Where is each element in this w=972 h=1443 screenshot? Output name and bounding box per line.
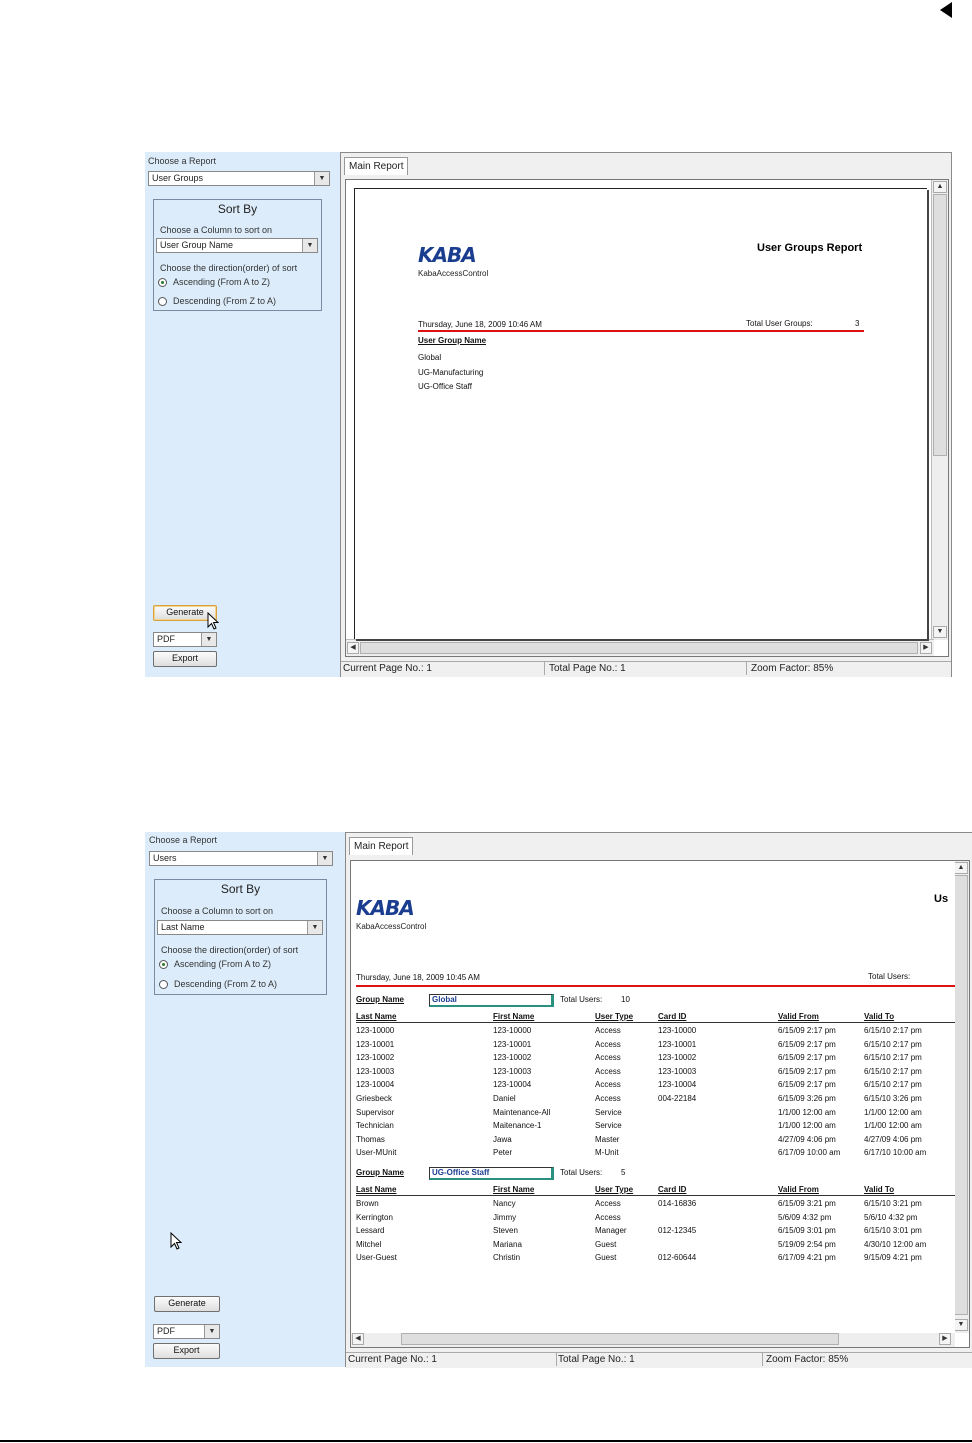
table-cell: 123-10001 — [493, 1039, 532, 1049]
total-page-status: Total Page No.: 1 — [549, 663, 626, 674]
total-page-status: Total Page No.: 1 — [558, 1354, 635, 1365]
horizontal-scroll-thumb[interactable] — [360, 642, 918, 654]
choose-report-label: Choose a Report — [149, 835, 218, 845]
table-row — [351, 1053, 955, 1067]
table-cell: Peter — [493, 1148, 513, 1158]
table-cell: Thomas — [356, 1134, 385, 1144]
table-row — [351, 1094, 955, 1108]
report-title: User Groups Report — [757, 242, 863, 254]
table-cell: Master — [595, 1134, 620, 1144]
vertical-scrollbar[interactable] — [931, 180, 948, 640]
report-select[interactable] — [148, 171, 330, 186]
table-cell: 6/17/09 4:21 pm — [778, 1253, 836, 1263]
report-page — [354, 188, 927, 639]
status-separator — [556, 1353, 557, 1366]
export-format-select[interactable] — [153, 1324, 220, 1339]
table-cell: 5/19/09 2:54 pm — [778, 1239, 836, 1249]
table-cell: 6/15/10 2:17 pm — [864, 1080, 922, 1090]
status-separator — [762, 1353, 763, 1366]
group-total-users-value: 5 — [621, 1168, 626, 1177]
column-header-rule — [356, 1195, 955, 1196]
total-users-label: Total Users: — [868, 972, 911, 981]
table-cell: 6/15/09 2:17 pm — [778, 1080, 836, 1090]
table-cell: Maitenance-1 — [493, 1121, 542, 1131]
report-page — [351, 861, 955, 1333]
column-header-user-group-name: User Group Name — [418, 336, 487, 345]
descending-label[interactable]: Descending (From Z to A) — [174, 979, 278, 989]
table-cell: 123-10004 — [356, 1080, 395, 1090]
table-cell: User-Guest — [356, 1253, 397, 1263]
report-options-panel — [145, 832, 346, 1367]
sort-column-select[interactable] — [156, 238, 318, 253]
table-cell: 6/15/10 2:17 pm — [864, 1026, 922, 1035]
table-cell: 123-10001 — [356, 1039, 395, 1049]
ascending-label[interactable]: Ascending (From A to Z) — [173, 277, 271, 287]
table-cell: Access — [595, 1212, 621, 1222]
table-cell: Mariana — [493, 1239, 522, 1249]
table-row — [351, 1199, 955, 1213]
sort-column-select[interactable] — [157, 920, 323, 935]
table-cell: Kerrington — [356, 1212, 393, 1222]
ascending-label[interactable]: Ascending (From A to Z) — [174, 959, 272, 969]
table-cell: Jawa — [493, 1134, 512, 1144]
table-cell: 6/15/10 2:17 pm — [864, 1053, 922, 1063]
report-select-value: Users — [153, 853, 177, 863]
table-row — [351, 1108, 955, 1122]
table-cell: 6/15/09 2:17 pm — [778, 1026, 836, 1035]
table-cell: Brown — [356, 1199, 379, 1208]
table-cell: Daniel — [493, 1094, 516, 1103]
table-cell: 123-10004 — [658, 1080, 697, 1090]
group-total-users-label: Total Users: — [560, 995, 603, 1004]
table-cell: 6/15/10 2:17 pm — [864, 1066, 922, 1076]
tab-main-report[interactable]: Main Report — [349, 837, 413, 855]
report-viewer — [340, 152, 952, 677]
sort-column-label: Choose a Column to sort on — [160, 225, 273, 235]
descending-radio[interactable] — [159, 980, 168, 989]
column-header: Valid To — [864, 1185, 895, 1194]
column-header: Valid From — [778, 1185, 819, 1194]
sort-column-label: Choose a Column to sort on — [161, 906, 274, 916]
table-cell: 6/15/09 2:17 pm — [778, 1066, 836, 1076]
table-cell: 9/15/09 4:21 pm — [864, 1253, 922, 1263]
table-row — [351, 1135, 955, 1149]
table-cell: 6/15/10 3:01 pm — [864, 1226, 922, 1236]
table-cell: 1/1/00 12:00 am — [778, 1121, 836, 1131]
zoom-factor-status: Zoom Factor: 85% — [766, 1354, 849, 1365]
report-datetime: Thursday, June 18, 2009 10:45 AM — [356, 973, 480, 982]
group-name-label: Group Name — [356, 995, 405, 1004]
total-user-groups-value: 3 — [855, 319, 860, 328]
kaba-logo: KABA — [418, 243, 476, 267]
table-cell: 4/27/09 4:06 pm — [864, 1134, 922, 1144]
table-cell: Service — [595, 1107, 622, 1117]
column-header-rule — [356, 1022, 955, 1023]
list-item: UG-Manufacturing — [418, 368, 484, 377]
list-item: Global — [418, 353, 442, 362]
table-row — [351, 1213, 955, 1227]
sort-by-title: Sort By — [220, 882, 261, 896]
tab-main-report[interactable]: Main Report — [344, 157, 408, 175]
export-button[interactable]: Export — [153, 651, 217, 667]
table-cell: Access — [595, 1094, 621, 1103]
table-cell: 4/30/10 12:00 am — [864, 1239, 927, 1249]
sort-by-group — [154, 879, 327, 995]
table-row — [351, 1026, 955, 1040]
kaba-logo-subtitle: KabaAccessControl — [356, 922, 427, 931]
table-cell: Service — [595, 1121, 622, 1131]
scroll-right-icon[interactable]: ▶ — [920, 642, 932, 654]
current-page-status: Current Page No.: 1 — [348, 1354, 437, 1365]
table-cell: 6/15/10 2:17 pm — [864, 1039, 922, 1049]
column-header: Last Name — [356, 1185, 397, 1194]
column-header: Valid From — [778, 1012, 819, 1021]
table-cell: 123-10002 — [356, 1053, 395, 1063]
chevron-down-icon[interactable]: ▼ — [201, 633, 216, 646]
table-cell: 123-10003 — [658, 1066, 697, 1076]
report-viewer — [345, 832, 972, 1367]
table-cell: Access — [595, 1039, 621, 1049]
header-divider — [356, 985, 955, 987]
table-cell: Jimmy — [493, 1212, 517, 1222]
table-cell: Guest — [595, 1253, 617, 1263]
table-cell: 014-16836 — [658, 1199, 697, 1208]
sort-column-value: Last Name — [161, 922, 205, 932]
column-header: User Type — [595, 1012, 634, 1021]
current-page-status: Current Page No.: 1 — [343, 663, 432, 674]
table-cell: Maintenance-All — [493, 1107, 551, 1117]
column-header: Last Name — [356, 1012, 397, 1021]
scroll-up-icon[interactable]: ▲ — [954, 862, 968, 874]
table-cell: Manager — [595, 1226, 627, 1236]
table-cell: 004-22184 — [658, 1094, 697, 1103]
column-header: Valid To — [864, 1012, 895, 1021]
table-row — [351, 1253, 955, 1267]
table-cell: 012-12345 — [658, 1226, 697, 1236]
table-cell: 123-10003 — [356, 1066, 395, 1076]
table-cell: 6/15/09 2:17 pm — [778, 1039, 836, 1049]
table-row — [351, 1148, 955, 1162]
total-user-groups-label: Total User Groups: — [746, 319, 813, 328]
sort-by-group — [153, 199, 322, 311]
horizontal-scroll-thumb[interactable] — [401, 1333, 839, 1345]
horizontal-scrollbar[interactable] — [346, 639, 934, 656]
chevron-down-icon[interactable]: ▼ — [314, 172, 329, 185]
generate-button[interactable]: Generate — [153, 605, 217, 621]
table-cell: User-MUnit — [356, 1148, 397, 1158]
page-marker-icon — [940, 2, 952, 18]
column-header: Card ID — [658, 1185, 687, 1194]
scroll-down-icon[interactable]: ▼ — [954, 1319, 968, 1331]
chevron-down-icon[interactable]: ▼ — [302, 239, 317, 252]
table-cell: 1/1/00 12:00 am — [778, 1107, 836, 1117]
table-cell: 6/15/09 3:26 pm — [778, 1094, 836, 1103]
vertical-scroll-thumb[interactable] — [954, 875, 968, 1315]
export-button[interactable]: Export — [153, 1343, 220, 1359]
report-datetime: Thursday, June 18, 2009 10:46 AM — [418, 320, 542, 329]
export-format-select[interactable] — [153, 632, 217, 647]
zoom-factor-status: Zoom Factor: 85% — [751, 663, 834, 674]
sort-by-title: Sort By — [217, 202, 258, 216]
report-select-value: User Groups — [152, 173, 204, 183]
table-cell: 6/15/10 3:21 pm — [864, 1199, 922, 1208]
table-cell: 6/15/09 2:17 pm — [778, 1053, 836, 1063]
table-cell: 123-10002 — [493, 1053, 532, 1063]
table-row — [351, 1040, 955, 1054]
status-separator — [544, 662, 545, 675]
table-cell: Supervisor — [356, 1107, 395, 1117]
table-cell: 123-10000 — [658, 1026, 697, 1035]
group-total-users-label: Total Users: — [560, 1168, 603, 1177]
table-cell: 6/15/09 3:01 pm — [778, 1226, 836, 1236]
sort-column-value: User Group Name — [160, 240, 234, 250]
scroll-left-icon[interactable]: ◀ — [352, 1333, 364, 1345]
group-name-value: Global — [429, 994, 554, 1007]
generate-button[interactable]: Generate — [154, 1296, 220, 1312]
table-row — [351, 1121, 955, 1135]
table-row — [351, 1080, 955, 1094]
table-cell: 6/17/09 10:00 am — [778, 1148, 841, 1158]
choose-report-label: Choose a Report — [148, 156, 217, 166]
export-format-value: PDF — [157, 634, 175, 644]
table-cell: 123-10001 — [658, 1039, 697, 1049]
table-cell: 123-10003 — [493, 1066, 532, 1076]
group-name-label: Group Name — [356, 1168, 405, 1177]
report-page-area — [350, 860, 970, 1348]
table-cell: 5/6/09 4:32 pm — [778, 1212, 832, 1222]
status-bar — [346, 1352, 972, 1368]
table-cell: 4/27/09 4:06 pm — [778, 1134, 836, 1144]
report-page-area — [345, 179, 949, 657]
group-name-value: UG-Office Staff — [429, 1167, 554, 1180]
table-cell: Access — [595, 1080, 621, 1090]
column-header: First Name — [493, 1012, 535, 1021]
table-cell: Christin — [493, 1253, 521, 1263]
table-cell: Access — [595, 1026, 621, 1035]
table-cell: 6/15/10 3:26 pm — [864, 1094, 922, 1103]
mouse-cursor-icon — [170, 1232, 184, 1252]
sort-direction-label: Choose the direction(order) of sort — [161, 945, 299, 955]
descending-radio[interactable] — [158, 297, 167, 306]
kaba-logo: KABA — [356, 896, 414, 920]
table-cell: Access — [595, 1053, 621, 1063]
table-row — [351, 1067, 955, 1081]
table-cell: 123-10002 — [658, 1053, 697, 1063]
table-cell: 1/1/00 12:00 am — [864, 1121, 922, 1131]
table-cell: Lessard — [356, 1226, 385, 1236]
table-cell: 012-60644 — [658, 1253, 697, 1263]
scroll-right-icon[interactable]: ▶ — [939, 1333, 951, 1345]
status-bar — [341, 661, 951, 677]
table-cell: 123-10000 — [493, 1026, 532, 1035]
table-cell: 1/1/00 12:00 am — [864, 1107, 922, 1117]
report-options-panel — [145, 152, 341, 677]
table-row — [351, 1240, 955, 1254]
table-cell: M-Unit — [595, 1148, 619, 1158]
table-cell: 123-10000 — [356, 1026, 395, 1035]
scroll-up-icon[interactable]: ▲ — [933, 181, 947, 193]
table-cell: Access — [595, 1066, 621, 1076]
mouse-cursor-icon — [207, 612, 221, 632]
status-separator — [746, 662, 747, 675]
table-cell: Guest — [595, 1239, 617, 1249]
table-cell: Technician — [356, 1121, 394, 1131]
report-select[interactable] — [149, 851, 333, 866]
column-header: Card ID — [658, 1012, 687, 1021]
table-cell: 5/6/10 4:32 pm — [864, 1212, 918, 1222]
chevron-down-icon[interactable]: ▼ — [317, 852, 332, 865]
descending-label[interactable]: Descending (From Z to A) — [173, 296, 277, 306]
ascending-radio[interactable] — [159, 960, 168, 969]
sort-direction-label: Choose the direction(order) of sort — [160, 263, 298, 273]
column-header: First Name — [493, 1185, 535, 1194]
vertical-scroll-thumb[interactable] — [933, 194, 947, 456]
kaba-logo-subtitle: KabaAccessControl — [418, 269, 489, 278]
export-format-value: PDF — [157, 1326, 175, 1336]
chevron-down-icon[interactable]: ▼ — [204, 1325, 219, 1338]
page-bottom-rule — [0, 1440, 972, 1442]
table-cell: Steven — [493, 1226, 518, 1236]
list-item: UG-Office Staff — [418, 382, 472, 391]
table-cell: Mitchel — [356, 1239, 382, 1249]
report-title: Us — [934, 893, 949, 905]
chevron-down-icon[interactable]: ▼ — [307, 921, 322, 934]
table-cell: Access — [595, 1199, 621, 1208]
header-divider — [418, 330, 864, 332]
scroll-down-icon[interactable]: ▼ — [933, 626, 947, 638]
table-cell: 123-10004 — [493, 1080, 532, 1090]
table-cell: Griesbeck — [356, 1094, 393, 1103]
scroll-left-icon[interactable]: ◀ — [347, 642, 359, 654]
table-cell: 6/15/09 3:21 pm — [778, 1199, 836, 1208]
table-cell: Nancy — [493, 1199, 516, 1208]
table-cell: 6/17/10 10:00 am — [864, 1148, 927, 1158]
ascending-radio[interactable] — [158, 278, 167, 287]
column-header: User Type — [595, 1185, 634, 1194]
group-total-users-value: 10 — [621, 995, 630, 1004]
table-row — [351, 1226, 955, 1240]
